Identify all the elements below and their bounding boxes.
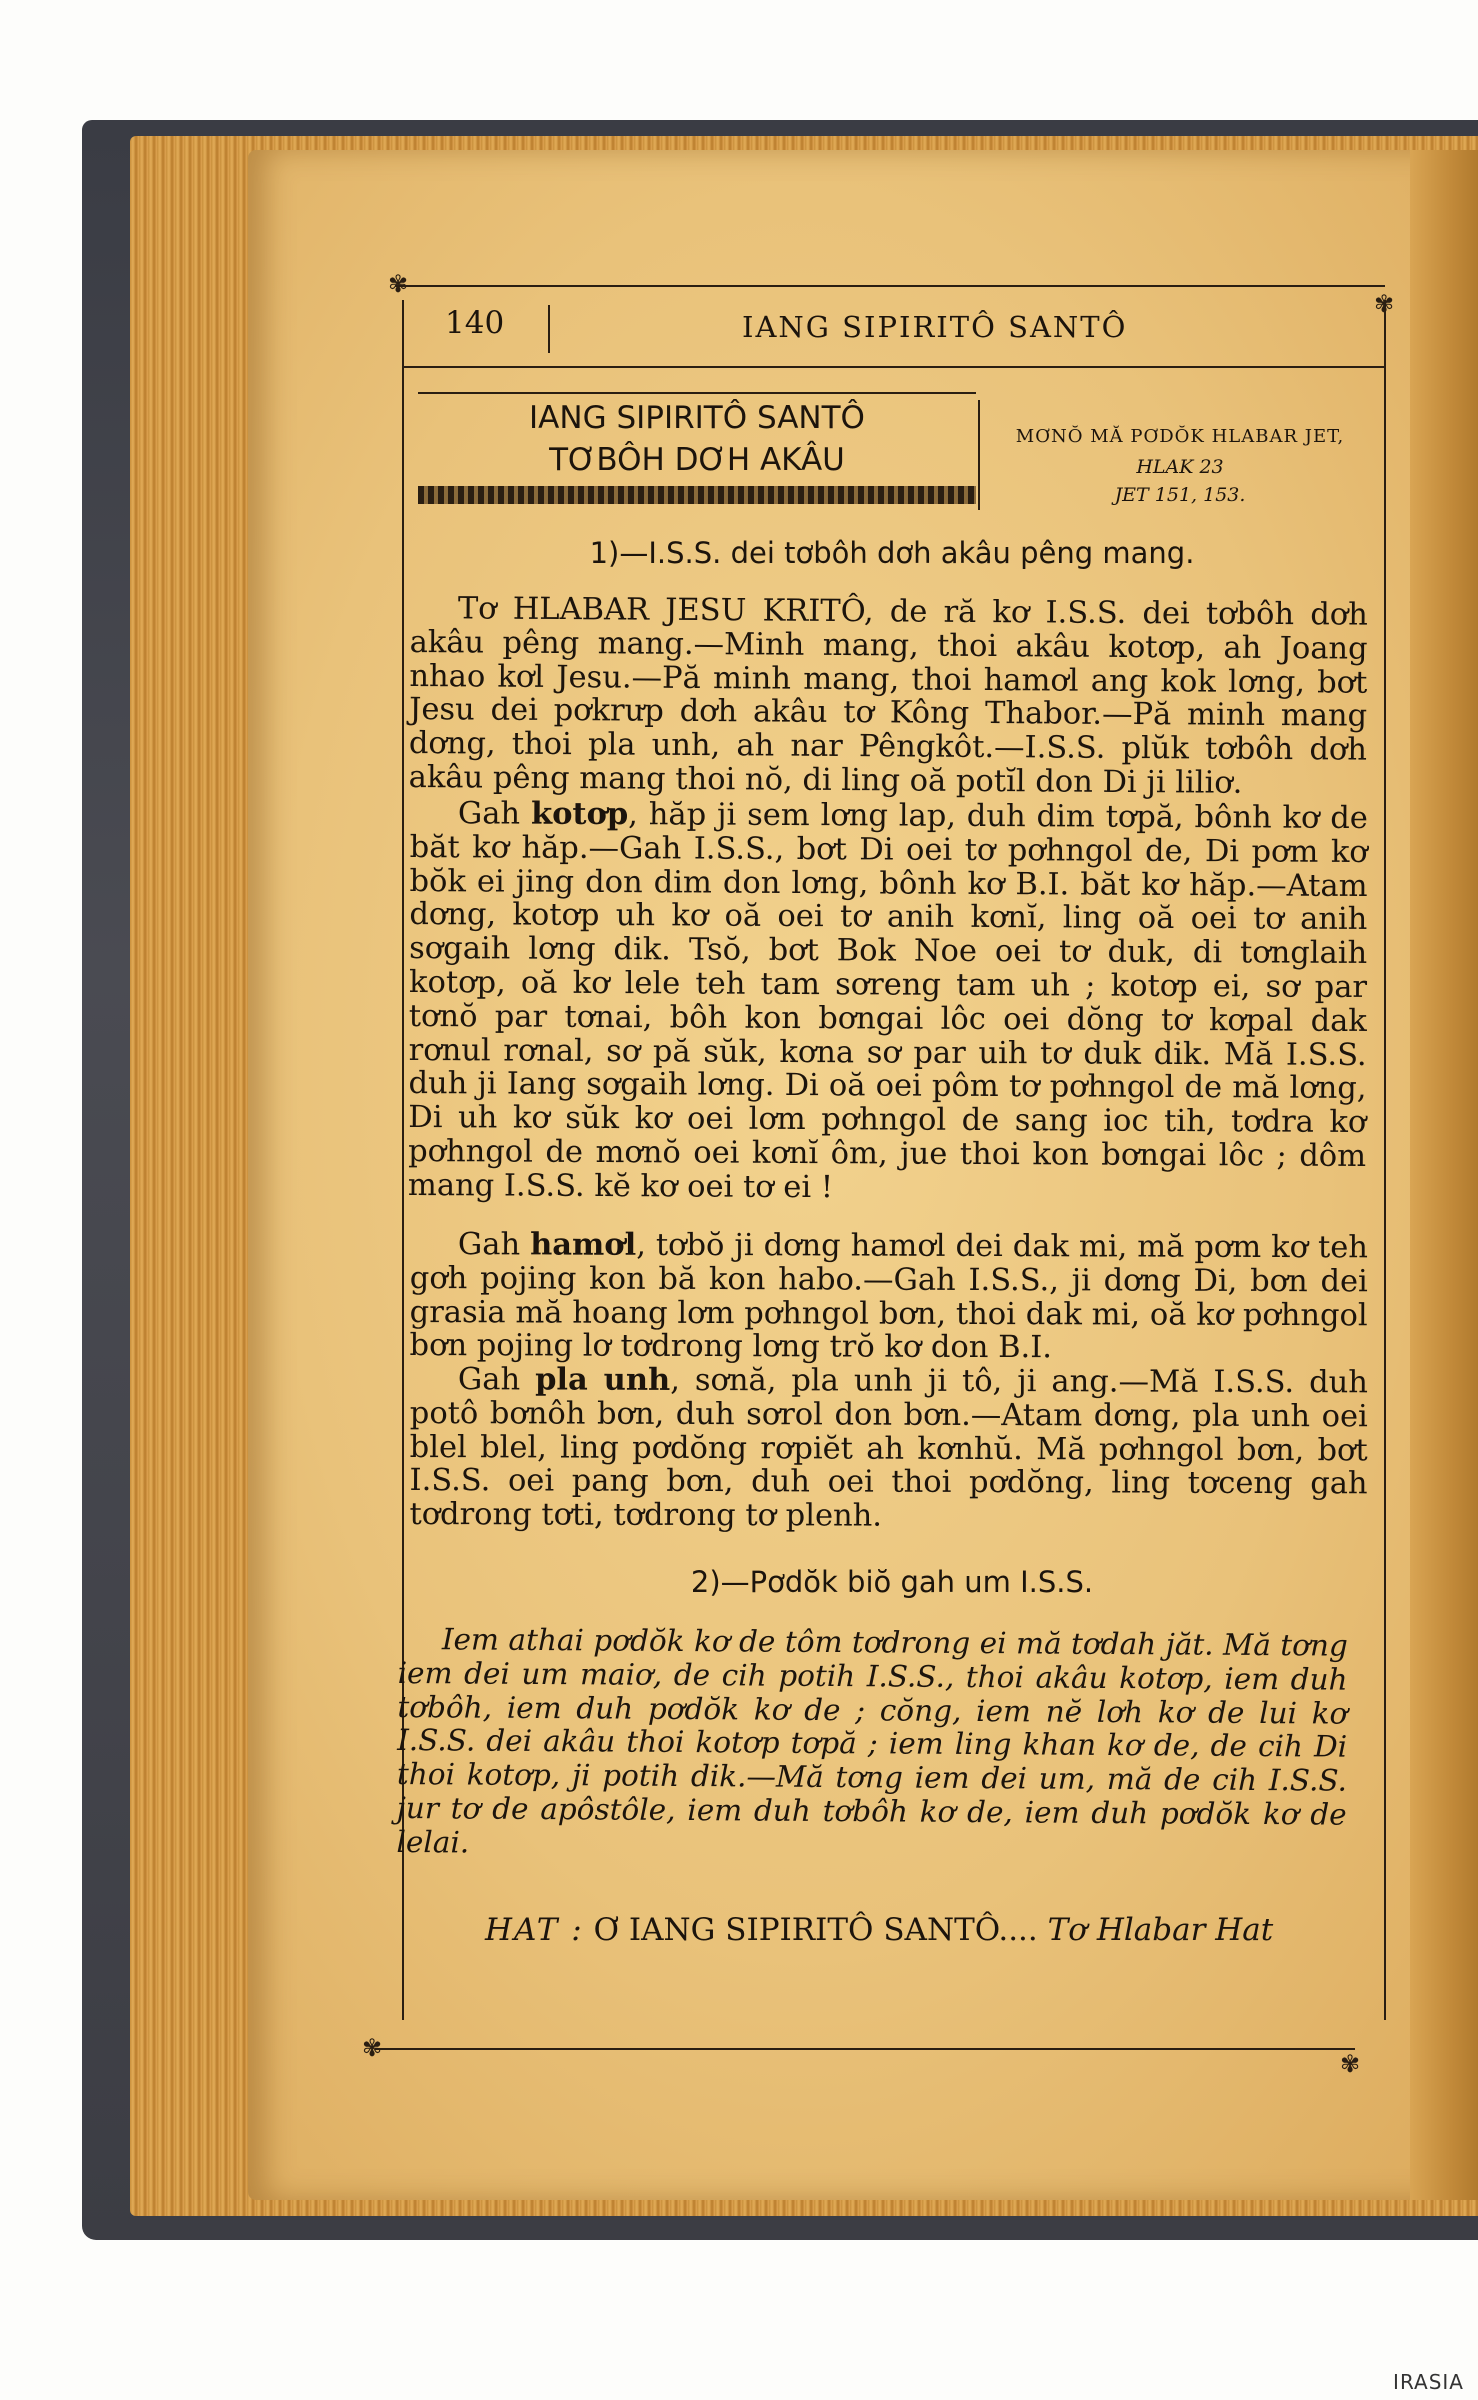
- frame-top-rule: [395, 285, 1385, 287]
- header-divider: [548, 305, 550, 353]
- section-2-heading: 2)—Pơdŏk biŏ gah um I.S.S.: [690, 1565, 1094, 1599]
- hat-reference: Tơ Hlabar Hat: [1047, 1912, 1274, 1948]
- paragraph-4-text: , sơnă, pla unh ji tô, ji ang.—Mă I.S.S. duh potô bơnôh bơn, duh sơrol don bơn.—Atam dơng, pla unh oei blel blel, ling pơdŏng rơpiĕt ah kơnhŭ. Mă pơhngol bơn, bơt I.S.S. oei pang bơn, duh oei thoi pơdŏng, ling tơceng gah tơdrong tơti, tơdrong tơ plenh.: [409, 1362, 1369, 1534]
- corner-ornament-icon: ✾: [362, 2034, 383, 2062]
- corner-ornament-icon: ✾: [1340, 2050, 1361, 2078]
- paragraph-4: [409, 1363, 1368, 1535]
- running-head: IANG SIPIRITÔ SANTÔ: [742, 310, 1128, 344]
- paragraph-3-lead: Gah: [457, 1227, 531, 1263]
- paragraph-2: [408, 797, 1368, 1208]
- title-block: [418, 392, 976, 506]
- page-number: 140: [445, 305, 505, 341]
- paragraph-3: [410, 1228, 1368, 1367]
- frame-bottom-rule: [375, 2048, 1355, 2050]
- reference-line-2: HLAK 23: [1136, 456, 1224, 478]
- header-rule: [402, 366, 1384, 368]
- corner-ornament-icon: ✾: [1374, 290, 1395, 318]
- paragraph-3-keyword: hamơl: [530, 1226, 637, 1263]
- paragraph-4-lead: Gah: [457, 1362, 536, 1398]
- frame-right-rule: [1384, 300, 1386, 2020]
- paragraph-2-keyword: kotơp: [530, 795, 629, 833]
- book-gutter: [1410, 150, 1478, 2200]
- hat-label: HAT :: [485, 1912, 584, 1948]
- hat-line: [485, 1912, 1273, 1948]
- title-ornament-band: [418, 486, 976, 504]
- hat-text: Ơ IANG SIPIRITÔ SANTÔ....: [593, 1912, 1038, 1948]
- reference-line-3: JET 151, 153.: [1114, 484, 1246, 506]
- paragraph-4-keyword: pla unh: [535, 1361, 671, 1398]
- reference-line-1: MƠNŎ MĂ PƠDŎK HLABAR JET,: [1015, 426, 1345, 447]
- paragraph-2-text: , hăp ji sem lơng lap, duh dim tơpă, bônh kơ de băt kơ hăp.—Gah I.S.S., bơt Di oei tơ pơhngol de, Di pơm kơ bŏk ei jing don dim don lơng, bônh kơ B.I. băt kơ hăp.—Atam dơng, kotơp uh kơ oă oei tơ anih kơnĭ, ling oă oei tơ anih sơgaih lơng dik. Tsŏ, bơt Bok Noe oei tơ duk, di tơnglaih kotơp, oă kơ lele teh tam sơreng tam uh ; kotơp ei, sơ par tơnŏ par tơnai, bôh kon bơngai lôc oei dŏng tơ kơpal dak rơnul rơnal, sơ pă sŭk, kơna sơ par uih tơ duk dik. Mă I.S.S. duh ji Iang sơgaih lơng. Di oă oei pôm tơ pơhngol de mă lơng, Di uh kơ sŭk kơ oei lơm pơhngol de sang ioc tih, tơdra kơ pơhngol de mơnŏ oei kơnĭ ôm, jue thoi kon bơngai lôc ; dôm mang I.S.S. kĕ kơ oei tơ ei !: [407, 797, 1368, 1205]
- title-line-2: TƠBÔH DƠH AKÂU: [549, 442, 845, 478]
- paragraph-3-text: , tơbŏ ji dơng hamơl dei dak mi, mă pơm kơ teh gơh pojing kon bă kon habo.—Gah I.S.S., ji dơng Di, bơn dei grasia mă hoang lơm pơhngol bơn, thoi dak mi, oă kơ pơhngol bơn pojing lơ tơdrong lơng trŏ kơ don B.I.: [409, 1227, 1368, 1366]
- paragraph-2-lead: Gah: [457, 796, 532, 832]
- prayer-paragraph: Iem athai pơdŏk kơ de tôm tơdrong ei mă tơdah jăt. Mă tơng iem dei um maiơ, de cih potih I.S.S., thoi akâu kotơp, iem duh tơbôh, iem duh pơdŏk kơ de ; cŏng, iem nĕ lơh kơ de lui kơ I.S.S. dei akâu thoi kotơp tơpă ; iem ling khan kơ de, de cih Di thoi kotơp, ji potih dik.—Mă tơng iem dei um, mă de cih I.S.S. jur tơ de apôstôle, iem duh tơbôh kơ de, iem duh pơdŏk kơ de lelai.: [396, 1622, 1348, 1860]
- corner-ornament-icon: ✾: [388, 270, 409, 298]
- title-line-1: IANG SIPIRITÔ SANTÔ: [529, 400, 865, 436]
- section-1-heading: 1)—I.S.S. dei tơbôh dơh akâu pêng mang.: [589, 536, 1195, 570]
- paragraph-1: Tơ HLABAR JESU KRITÔ, de ră kơ I.S.S. dei tơbôh dơh akâu pêng mang.—Minh mang, thoi akâu kotơp, ah Joang nhao kơl Jesu.—Pă minh mang, thoi hamơl ang kok lơng, bơt Jesu dei pơkrưp dơh akâu tơ Kông Thabor.—Pă minh mang dơng, thoi pla unh, ah nar Pêngkôt.—I.S.S. plŭk tơbôh dơh akâu pêng mang thoi nŏ, di ling oă potĭl don Di ji liliơ.: [408, 591, 1368, 801]
- watermark: IRASIA: [1393, 2370, 1464, 2394]
